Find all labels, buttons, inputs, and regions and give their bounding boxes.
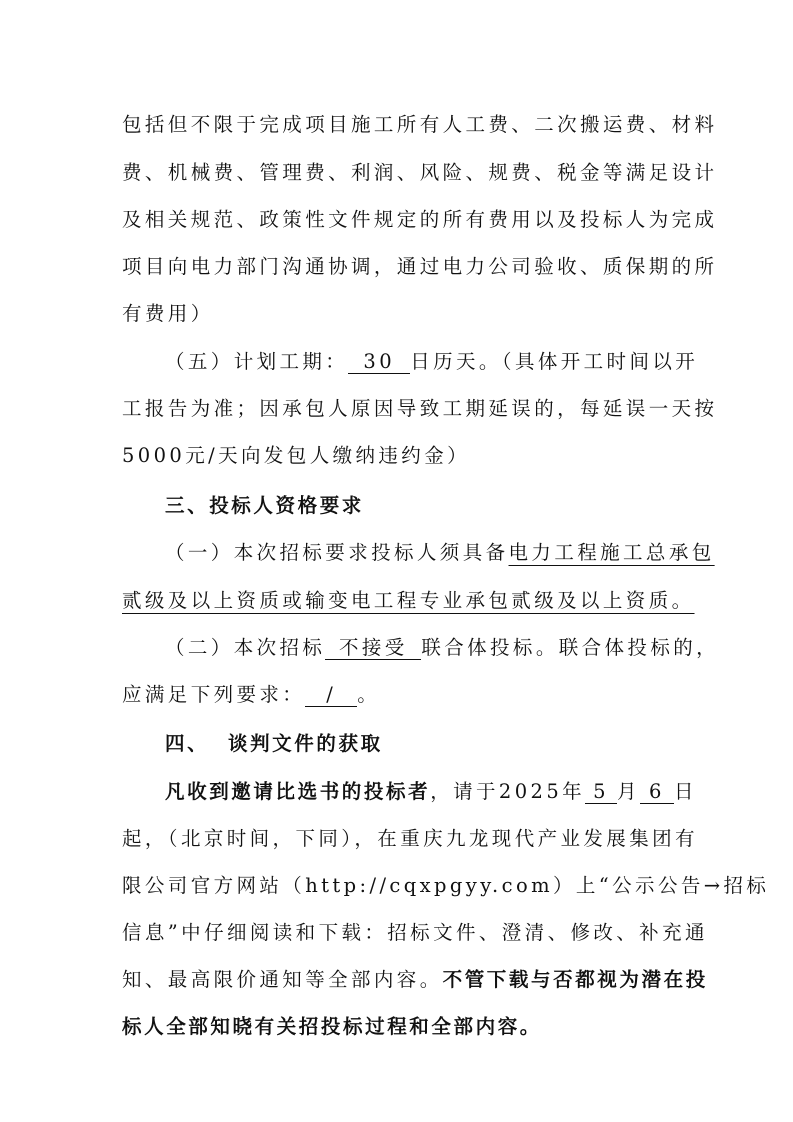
acquisition-text-l5a: 知、最高限价通知等全部内容。: [122, 968, 443, 991]
section-heading-4: 四、 谈判文件的获取: [165, 732, 383, 755]
schedule-line-3: 5000元/天向发包人缴纳违约金）: [122, 444, 470, 467]
qualification-text: （一）本次招标要求投标人须具备: [165, 541, 509, 564]
consortium-line-1: [165, 635, 719, 661]
schedule-line-2: 工报告为准；因承包人原因导致工期延误的，每延误一天按: [122, 397, 718, 420]
consortium-accept-blank: 不接受: [325, 637, 421, 660]
consortium-text-d: 。: [357, 683, 381, 706]
acquisition-line-3: 限公司官方网站（http://cqxpgyy.com）上“公示公告→招标: [122, 874, 770, 897]
paragraph-cost-line-2: 费、机械费、管理费、利润、风险、规费、税金等满足设计: [122, 161, 718, 184]
paragraph-cost-line-4: 项目向电力部门沟通协调，通过电力公司验收、质保期的所: [122, 255, 718, 278]
schedule-text: 日历天。（具体开工时间以开: [410, 350, 699, 373]
schedule-days-blank: 30: [348, 351, 410, 374]
acquisition-month-blank: 5: [585, 781, 617, 804]
consortium-line-2: [122, 682, 380, 708]
acquisition-bold-text: 凡收到邀请比选书的投标者: [165, 780, 431, 803]
acquisition-line-5: [122, 967, 708, 993]
consortium-requirement-blank: /: [305, 684, 357, 707]
acquisition-day-blank: 6: [640, 781, 674, 804]
consortium-text-b: 联合体投标。联合体投标的，: [421, 636, 720, 659]
acquisition-text-c: 日: [673, 780, 697, 803]
schedule-label: （五）计划工期：: [165, 350, 349, 373]
acquisition-text-b: 月: [617, 780, 640, 803]
qualification-line-1: [165, 540, 715, 566]
paragraph-cost-line-3: 及相关规范、政策性文件规定的所有费用以及投标人为完成: [122, 208, 718, 231]
consortium-text-c: 应满足下列要求：: [122, 683, 306, 706]
acquisition-line-6: 标人全部知晓有关招投标过程和全部内容。: [122, 1015, 542, 1038]
qualification-underlined-1: 电力工程施工总承包: [508, 541, 715, 564]
paragraph-cost-line-1: 包括但不限于完成项目施工所有人工费、二次搬运费、材料: [122, 113, 718, 136]
schedule-line-1: [165, 349, 698, 375]
acquisition-bold-l5b: 不管下载与否都视为潜在投: [442, 968, 708, 991]
acquisition-line-1: [165, 779, 697, 805]
consortium-text-a: （二）本次招标: [165, 636, 326, 659]
acquisition-text-a: ，请于2025年: [430, 780, 586, 803]
section-heading-3: 三、投标人资格要求: [165, 494, 364, 517]
acquisition-line-4: 信息”中仔细阅读和下载：招标文件、澄清、修改、补充通: [122, 921, 708, 944]
qualification-line-2: 贰级及以上资质或输变电工程专业承包贰级及以上资质。: [122, 589, 695, 612]
paragraph-cost-line-5: 有费用）: [122, 302, 214, 325]
acquisition-line-2: 起，（北京时间，下同），在重庆九龙现代产业发展集团有: [122, 827, 698, 850]
